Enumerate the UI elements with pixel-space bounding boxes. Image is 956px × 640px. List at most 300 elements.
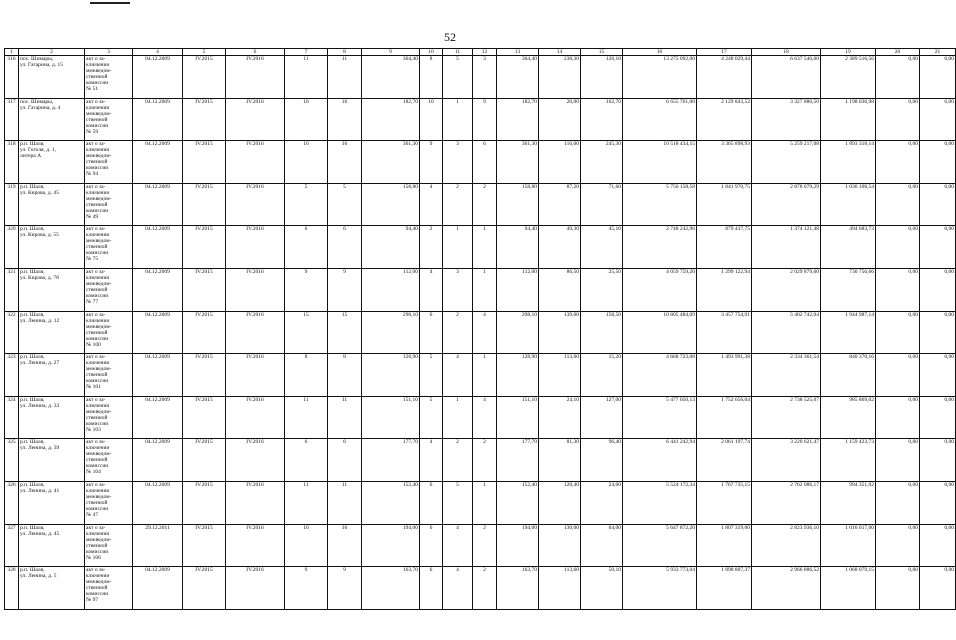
act-document-cell (85, 226, 133, 269)
area-total-cell: 194,00 (497, 524, 539, 567)
act-line: комиссии (86, 122, 109, 129)
resettlement-end-cell: IV.2016 (226, 269, 285, 312)
rooms-private-cell: 3 (443, 141, 473, 184)
act-line: акт о за- (86, 396, 106, 403)
residents-count-cell: 9 (285, 269, 328, 312)
area-total-cell: 128,90 (497, 354, 539, 397)
rooms-total-cell: 4 (420, 439, 443, 482)
local-cost-cell: 2 389 516,56 (821, 56, 876, 99)
act-date-cell: 04.12.2009 (133, 482, 183, 525)
total-cost-cell: 10 518 434,15 (623, 141, 697, 184)
rooms-municipal-cell: 1 (473, 482, 497, 525)
total-area-cell: 158,80 (362, 183, 420, 226)
act-line: акт о за- (86, 183, 106, 190)
act-line: ключении (86, 147, 110, 154)
address-cell (19, 98, 85, 141)
area-private-cell: 20,00 (539, 98, 581, 141)
address-line: р.п. Шаля, (20, 226, 45, 233)
area-private-cell: 86,50 (539, 269, 581, 312)
rooms-total-cell: 9 (420, 141, 443, 184)
table-row (5, 183, 956, 226)
rooms-private-cell: 4 (443, 524, 473, 567)
column-number-header: 16 (623, 49, 697, 56)
table-row (5, 354, 956, 397)
total-area-cell: 94,40 (362, 226, 420, 269)
regional-cost-cell: 6 637 546,00 (752, 56, 821, 99)
resettlement-start-cell: IV.2015 (183, 56, 226, 99)
total-cost-cell: 4 059 759,20 (623, 269, 697, 312)
column-number-header: 11 (443, 49, 473, 56)
residents-planned-cell: 11 (328, 482, 362, 525)
table-row (5, 311, 956, 354)
address-line: литера А (20, 153, 42, 160)
act-line: акт о за- (86, 311, 106, 318)
area-private-cell: 49,30 (539, 226, 581, 269)
act-line: ственной (86, 244, 108, 251)
fund-cost-cell: 879 437,75 (697, 226, 752, 269)
rooms-municipal-cell: 6 (473, 141, 497, 184)
area-total-cell: 94,40 (497, 226, 539, 269)
fund-cost-cell: 1 767 735,15 (697, 482, 752, 525)
area-total-cell: 151,10 (497, 396, 539, 439)
act-line: межведом- (86, 579, 112, 586)
act-document-cell (85, 567, 133, 610)
resettlement-start-cell: IV.2015 (183, 183, 226, 226)
area-private-cell: 113,60 (539, 567, 581, 610)
resettlement-end-cell: IV.2016 (226, 226, 285, 269)
area-private-cell: 24,10 (539, 396, 581, 439)
area-total-cell: 298,10 (497, 311, 539, 354)
act-line: комиссии (86, 548, 109, 555)
fund-cost-cell: 2 129 843,52 (697, 98, 752, 141)
other-funds-cell: 0,00 (920, 396, 956, 439)
rooms-total-cell: 8 (420, 56, 443, 99)
resettlement-end-cell: IV.2016 (226, 354, 285, 397)
rooms-private-cell: 4 (443, 354, 473, 397)
act-line: ключении (86, 104, 110, 111)
area-private-cell: 113,60 (539, 354, 581, 397)
column-number-header: 18 (752, 49, 821, 56)
column-number-header: 14 (539, 49, 581, 56)
local-cost-cell: 840 370,16 (821, 354, 876, 397)
act-line: № 100 (86, 341, 101, 348)
address-line: р.п. Шаля, (20, 439, 45, 446)
extra-funds-cell: 0,00 (876, 183, 920, 226)
total-cost-cell: 6 655 761,00 (623, 98, 697, 141)
area-municipal-cell: 126,10 (581, 56, 623, 99)
area-municipal-cell: 64,00 (581, 524, 623, 567)
fund-cost-cell: 1 299 122,94 (697, 269, 752, 312)
rooms-private-cell: 1 (443, 98, 473, 141)
local-cost-cell: 1 068 079,15 (821, 567, 876, 610)
act-line: комиссии (86, 506, 109, 513)
address-line: р.п. Шаля, (20, 396, 45, 403)
residents-count-cell: 8 (285, 354, 328, 397)
row-number: 322 (5, 311, 19, 354)
address-line: р.п. Шаля, (20, 183, 45, 190)
regional-cost-cell: 3 220 621,47 (752, 439, 821, 482)
area-municipal-cell: 71,60 (581, 183, 623, 226)
area-total-cell: 158,80 (497, 183, 539, 226)
address-cell (19, 354, 85, 397)
other-funds-cell: 0,00 (920, 141, 956, 184)
act-line: ственной (86, 372, 108, 379)
act-line: ключении (86, 62, 110, 68)
resettlement-start-cell: IV.2015 (183, 439, 226, 482)
act-document-cell (85, 141, 133, 184)
local-cost-cell: 1 198 036,98 (821, 98, 876, 141)
area-municipal-cell: 25,50 (581, 269, 623, 312)
resettlement-start-cell: IV.2015 (183, 396, 226, 439)
column-number-header: 12 (473, 49, 497, 56)
address-cell (19, 56, 85, 99)
act-line: ключении (86, 402, 110, 409)
residents-count-cell: 11 (285, 56, 328, 99)
extra-funds-cell: 0,00 (876, 226, 920, 269)
address-line: ул. Кирова, д. 78 (20, 275, 59, 282)
area-total-cell: 152,40 (497, 482, 539, 525)
address-line: р.п. Шаля, (20, 311, 45, 318)
total-area-cell: 298,10 (362, 311, 420, 354)
address-line: р.п. Шаля, (20, 524, 45, 531)
act-document-cell (85, 311, 133, 354)
extra-funds-cell: 0,00 (876, 439, 920, 482)
rooms-total-cell: 4 (420, 183, 443, 226)
act-line: ключении (86, 488, 110, 495)
address-line: ул. Ленина, д. 39 (20, 445, 60, 452)
address-line: р.п. Шаля, (20, 269, 45, 276)
rooms-municipal-cell: 9 (473, 98, 497, 141)
area-total-cell: 361,30 (497, 141, 539, 184)
row-number: 328 (5, 567, 19, 610)
regional-cost-cell: 2 823 936,10 (752, 524, 821, 567)
local-cost-cell: 1 036 108,54 (821, 183, 876, 226)
total-area-cell: 182,70 (362, 98, 420, 141)
fund-cost-cell: 3 457 754,91 (697, 311, 752, 354)
total-area-cell: 128,90 (362, 354, 420, 397)
column-number-header: 13 (497, 49, 539, 56)
act-line: ственной (86, 329, 108, 336)
address-line: ул. Кирова, д. 45 (20, 189, 59, 196)
regional-cost-cell: 2 334 361,54 (752, 354, 821, 397)
table-body (5, 56, 956, 610)
row-number: 325 (5, 439, 19, 482)
row-number: 321 (5, 269, 19, 312)
act-line: комиссии (86, 207, 109, 214)
residents-planned-cell: 6 (328, 226, 362, 269)
rooms-total-cell: 2 (420, 226, 443, 269)
table-row (5, 439, 956, 482)
act-date-cell: 04.12.2009 (133, 396, 183, 439)
rooms-total-cell: 6 (420, 524, 443, 567)
act-line: № 97 (86, 597, 99, 604)
act-line: ственной (86, 585, 108, 592)
fund-cost-cell: 1 898 807,37 (697, 567, 752, 610)
fund-cost-cell: 4 248 029,44 (697, 56, 752, 99)
act-line: № 75 (86, 256, 99, 263)
act-date-cell: 04.12.2009 (133, 311, 183, 354)
act-line: ключении (86, 445, 110, 452)
residents-count-cell: 16 (285, 141, 328, 184)
address-line: ул. Ленина, д. 33 (20, 402, 60, 409)
address-line: ул. Ленина, д. 41 (20, 488, 60, 495)
resettlement-end-cell: IV.2016 (226, 183, 285, 226)
act-line: ственной (86, 159, 108, 166)
residents-planned-cell: 11 (328, 56, 362, 99)
other-funds-cell: 0,00 (920, 269, 956, 312)
total-area-cell: 151,10 (362, 396, 420, 439)
row-number: 326 (5, 482, 19, 525)
regional-cost-cell: 3 327 880,50 (752, 98, 821, 141)
residents-count-cell: 6 (285, 439, 328, 482)
residents-planned-cell: 16 (328, 524, 362, 567)
local-cost-cell: 494 683,73 (821, 226, 876, 269)
total-cost-cell: 4 668 723,08 (623, 354, 697, 397)
area-total-cell: 182,70 (497, 98, 539, 141)
address-line: ул. Ленина, д. 45 (20, 530, 60, 537)
row-number: 317 (5, 98, 19, 141)
fund-cost-cell: 1 493 991,38 (697, 354, 752, 397)
column-number-header: 17 (697, 49, 752, 56)
address-cell (19, 482, 85, 525)
column-number-header: 21 (920, 49, 956, 56)
column-number-header: 9 (362, 49, 420, 56)
act-date-cell: 04.12.2009 (133, 56, 183, 99)
resettlement-end-cell: IV.2016 (226, 311, 285, 354)
residents-count-cell: 5 (285, 183, 328, 226)
act-line: акт о за- (86, 439, 106, 446)
fund-cost-cell: 1 841 970,75 (697, 183, 752, 226)
rooms-total-cell: 6 (420, 311, 443, 354)
extra-funds-cell: 0,00 (876, 98, 920, 141)
column-number-header: 10 (420, 49, 443, 56)
rooms-municipal-cell: 4 (473, 396, 497, 439)
act-line: ключении (86, 530, 110, 537)
address-line: р.п. Шаля, (20, 354, 45, 361)
residents-planned-cell: 16 (328, 98, 362, 141)
act-date-cell: 04.12.2009 (133, 226, 183, 269)
regional-cost-cell: 2 966 886,52 (752, 567, 821, 610)
extra-funds-cell: 0,00 (876, 396, 920, 439)
address-line: р.п. Шаля, (20, 141, 45, 148)
area-municipal-cell: 50,10 (581, 567, 623, 610)
rooms-private-cell: 1 (443, 396, 473, 439)
rooms-private-cell: 2 (443, 183, 473, 226)
address-cell (19, 141, 85, 184)
regional-cost-cell: 1 374 121,48 (752, 226, 821, 269)
act-document-cell (85, 482, 133, 525)
other-funds-cell: 0,00 (920, 98, 956, 141)
total-area-cell: 177,70 (362, 439, 420, 482)
resettlement-end-cell: IV.2016 (226, 482, 285, 525)
act-line: межведом- (86, 195, 112, 202)
rooms-total-cell: 5 (420, 396, 443, 439)
row-number: 327 (5, 524, 19, 567)
table-row (5, 269, 956, 312)
column-number-header: 4 (133, 49, 183, 56)
row-number: 324 (5, 396, 19, 439)
row-number: 320 (5, 226, 19, 269)
rooms-private-cell: 2 (443, 311, 473, 354)
regional-cost-cell: 2 029 879,60 (752, 269, 821, 312)
fund-cost-cell: 1 752 656,04 (697, 396, 752, 439)
table-row (5, 226, 956, 269)
resettlement-start-cell: IV.2015 (183, 98, 226, 141)
fund-cost-cell: 2 061 197,74 (697, 439, 752, 482)
area-private-cell: 139,60 (539, 311, 581, 354)
act-line: № 47 (86, 512, 99, 519)
resettlement-start-cell: IV.2015 (183, 354, 226, 397)
act-line: ключении (86, 189, 110, 196)
act-line: № 103 (86, 426, 101, 433)
act-line: № 49 (86, 213, 99, 220)
total-area-cell: 364,40 (362, 56, 420, 99)
table-row (5, 524, 956, 567)
local-cost-cell: 730 756,66 (821, 269, 876, 312)
resettlement-start-cell: IV.2015 (183, 226, 226, 269)
area-private-cell: 81,30 (539, 439, 581, 482)
act-line: ственной (86, 287, 108, 294)
act-line: комиссии (86, 293, 109, 300)
area-private-cell: 130,00 (539, 524, 581, 567)
address-cell (19, 269, 85, 312)
total-cost-cell: 10 805 484,09 (623, 311, 697, 354)
rooms-private-cell: 5 (443, 482, 473, 525)
act-line: межведом- (86, 494, 112, 501)
rooms-total-cell: 6 (420, 482, 443, 525)
act-line: ключении (86, 573, 110, 580)
resettlement-end-cell: IV.2016 (226, 524, 285, 567)
act-line: комиссии (86, 420, 109, 427)
table-row (5, 482, 956, 525)
column-number-header: 20 (876, 49, 920, 56)
act-date-cell: 04.12.2009 (133, 98, 183, 141)
regional-cost-cell: 2 738 525,07 (752, 396, 821, 439)
act-line: межведом- (86, 281, 112, 288)
column-number-header: 2 (19, 49, 85, 56)
extra-funds-cell: 0,00 (876, 567, 920, 610)
area-municipal-cell: 158,50 (581, 311, 623, 354)
column-number-header: 7 (285, 49, 328, 56)
table-row (5, 98, 956, 141)
act-date-cell: 29.12.2011 (133, 524, 183, 567)
act-line: акт о за- (86, 354, 106, 361)
other-funds-cell: 0,00 (920, 524, 956, 567)
area-municipal-cell: 96,40 (581, 439, 623, 482)
act-line: ключении (86, 232, 110, 239)
resettlement-start-cell: IV.2015 (183, 482, 226, 525)
rooms-municipal-cell: 4 (473, 311, 497, 354)
rooms-total-cell: 10 (420, 98, 443, 141)
act-line: комиссии (86, 165, 109, 172)
address-cell (19, 311, 85, 354)
address-line: ул. Гагарина, д. 15 (20, 62, 64, 68)
act-document-cell (85, 354, 133, 397)
area-municipal-cell: 24,00 (581, 482, 623, 525)
residents-planned-cell: 11 (328, 396, 362, 439)
act-line: ственной (86, 542, 108, 549)
other-funds-cell: 0,00 (920, 226, 956, 269)
act-line: комиссии (86, 591, 109, 598)
other-funds-cell: 0,00 (920, 311, 956, 354)
act-line: ственной (86, 500, 108, 507)
total-cost-cell: 5 647 872,20 (623, 524, 697, 567)
area-municipal-cell: 162,70 (581, 98, 623, 141)
act-date-cell: 04.12.2009 (133, 183, 183, 226)
act-line: комиссии (86, 250, 109, 257)
act-document-cell (85, 269, 133, 312)
rooms-municipal-cell: 1 (473, 269, 497, 312)
act-line: ственной (86, 457, 108, 464)
act-line: ключении (86, 275, 110, 282)
resettlement-end-cell: IV.2016 (226, 567, 285, 610)
column-number-header: 5 (183, 49, 226, 56)
area-private-cell: 87,20 (539, 183, 581, 226)
extra-funds-cell: 0,00 (876, 56, 920, 99)
extra-funds-cell: 0,00 (876, 311, 920, 354)
table-row (5, 396, 956, 439)
address-line: р.п. Шаля, (20, 482, 45, 489)
act-line: межведом- (86, 366, 112, 373)
address-cell (19, 226, 85, 269)
area-municipal-cell: 45,10 (581, 226, 623, 269)
local-cost-cell: 1 159 423,73 (821, 439, 876, 482)
regional-cost-cell: 2 878 079,29 (752, 183, 821, 226)
residents-count-cell: 15 (285, 311, 328, 354)
rooms-private-cell: 1 (443, 226, 473, 269)
top-edge-mark (90, 2, 130, 4)
address-line: ул. Гоголя, д. 1, (20, 147, 56, 154)
act-line: № 106 (86, 554, 101, 561)
column-number-header: 19 (821, 49, 876, 56)
rooms-municipal-cell: 1 (473, 226, 497, 269)
rooms-total-cell: 4 (420, 269, 443, 312)
act-line: № 77 (86, 299, 99, 306)
resettlement-end-cell: IV.2016 (226, 396, 285, 439)
address-cell (19, 183, 85, 226)
total-cost-cell: 5 477 050,13 (623, 396, 697, 439)
address-line: ул. Гагарина, д. 4 (20, 104, 61, 111)
act-line: межведом- (86, 110, 112, 117)
row-number: 318 (5, 141, 19, 184)
row-number: 316 (5, 56, 19, 99)
rooms-private-cell: 5 (443, 56, 473, 99)
column-number-header: 1 (5, 49, 19, 56)
act-line: межведом- (86, 451, 112, 458)
address-cell (19, 524, 85, 567)
address-line: ул. Ленина, д. 27 (20, 360, 60, 367)
residents-count-cell: 11 (285, 396, 328, 439)
address-line: ул. Ленина, д. 5 (20, 573, 57, 580)
address-line: пос. Шимары, (20, 98, 54, 105)
act-line: акт о за- (86, 56, 106, 62)
housing-register-table (4, 48, 956, 610)
act-line: акт о за- (86, 141, 106, 148)
rooms-private-cell: 2 (443, 439, 473, 482)
local-cost-cell: 994 351,02 (821, 482, 876, 525)
act-line: № 94 (86, 171, 99, 178)
act-document-cell (85, 98, 133, 141)
table-row (5, 567, 956, 610)
area-municipal-cell: 245,30 (581, 141, 623, 184)
area-total-cell: 364,40 (497, 56, 539, 99)
regional-cost-cell: 5 259 217,08 (752, 141, 821, 184)
area-total-cell: 163,70 (497, 567, 539, 610)
total-cost-cell: 2 748 242,96 (623, 226, 697, 269)
act-line: ключении (86, 317, 110, 324)
act-document-cell (85, 439, 133, 482)
rooms-private-cell: 3 (443, 269, 473, 312)
